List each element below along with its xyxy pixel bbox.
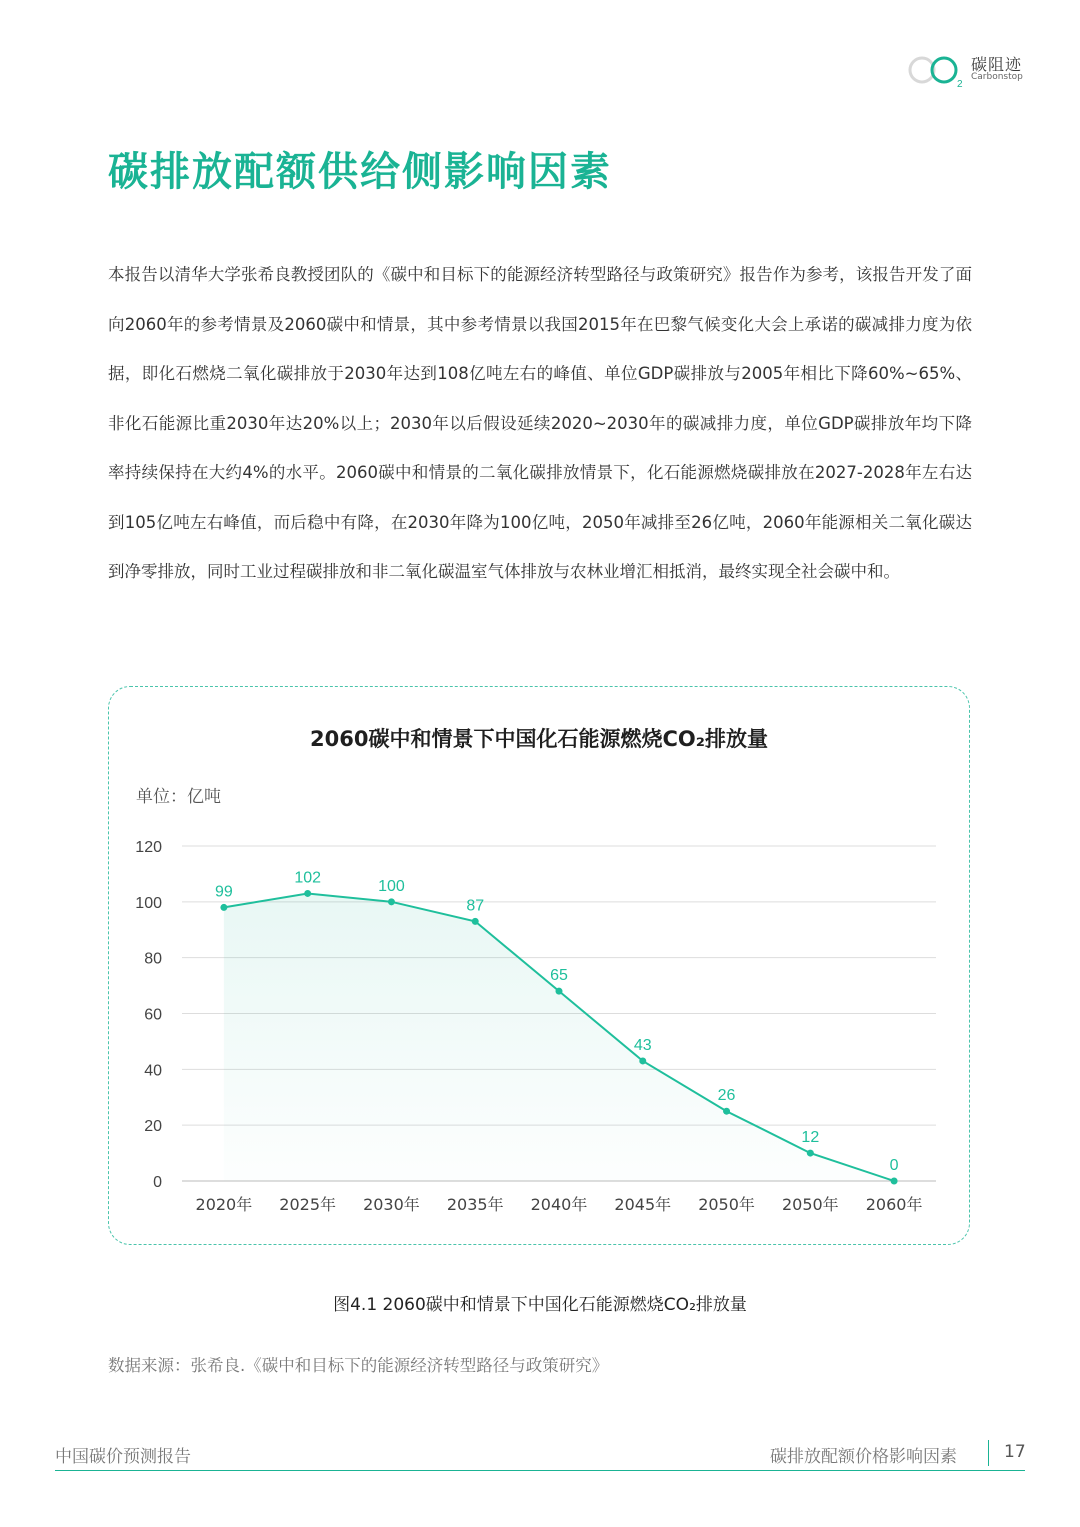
y-tick-label: 80: [144, 950, 162, 968]
y-tick-label: 20: [144, 1118, 162, 1136]
data-point: [639, 1057, 646, 1064]
data-label: 102: [294, 869, 322, 887]
chart-title: 2060碳中和情景下中国化石能源燃烧CO₂排放量: [310, 727, 768, 751]
footer-section-title: 碳排放配额价格影响因素: [770, 1447, 957, 1467]
x-tick-label: 2025年: [279, 1195, 337, 1214]
data-label: 43: [633, 1036, 652, 1054]
logo-chinese-name: 碳阻迹: [971, 55, 1023, 74]
footer-report-title: 中国碳价预测报告: [55, 1447, 191, 1467]
x-tick-label: 2040年: [530, 1195, 588, 1214]
logo-english-name: Carbonstop: [971, 72, 1023, 82]
body-paragraph: 本报告以清华大学张希良教授团队的《碳中和目标下的能源经济转型路径与政策研究》报告作为参考，该报告开发了面向2060年的参考情景及2060碳中和情景，其中参考情景以我国2015年在巴黎气候变化大会上承诺的碳减排力度为依据，即化石燃烧二氧化碳排放于2030年达到108亿吨左右的峰值、单位GDP碳排放与2005年相比下降60%~65%、非化石能源比重2030年达20%以上；2030年以后假设延续2020~2030年的碳减排力度，单位GDP碳排放年均下降率持续保持在大约4%的水平。2060碳中和情景的二氧化碳排放情景下，化石能源燃烧碳排放在2027-2028年左右达到105亿吨左右峰值，而后稳中有降，在2030年降为100亿吨，2050年减排至26亿吨，2060年能源相关二氧化碳达到净零排放，同时工业过程碳排放和非二氧化碳温室气体排放与农林业增汇相抵消，最终实现全社会碳中和。: [108, 265, 972, 581]
data-point: [220, 904, 227, 911]
data-point: [556, 988, 563, 995]
footer-divider: [55, 1470, 1025, 1471]
chart-unit-label: 单位：亿吨: [136, 787, 221, 807]
x-tick-label: 2050年: [698, 1195, 755, 1214]
data-label: 0: [889, 1157, 899, 1174]
figure-caption: 图4.1 2060碳中和情景下中国化石能源燃烧CO₂排放量: [333, 1295, 747, 1315]
y-tick-label: 100: [135, 894, 162, 912]
data-point: [304, 890, 311, 897]
footer-separator: [988, 1440, 989, 1466]
x-tick-label: 2020年: [195, 1195, 253, 1214]
x-tick-label: 2050年: [781, 1195, 839, 1214]
data-label: 87: [466, 897, 485, 915]
series-area: [224, 893, 894, 1181]
data-point: [807, 1150, 814, 1157]
x-tick-label: 2035年: [446, 1195, 504, 1214]
data-point: [723, 1108, 730, 1115]
data-source: 数据来源：张希良.《碳中和目标下的能源经济转型路径与政策研究》: [108, 1356, 609, 1375]
x-tick-label: 2030年: [363, 1195, 420, 1214]
data-label: 12: [801, 1129, 820, 1147]
data-label: 100: [378, 877, 405, 895]
y-tick-label: 0: [153, 1174, 162, 1191]
logo-subscript: 2: [957, 79, 963, 90]
data-label: 65: [550, 967, 568, 985]
y-tick-label: 120: [135, 839, 162, 856]
data-point: [472, 918, 479, 925]
x-tick-label: 2045年: [614, 1195, 672, 1214]
data-point: [388, 898, 395, 905]
data-label: 26: [717, 1087, 736, 1105]
data-point: [891, 1178, 898, 1185]
y-tick-label: 40: [144, 1062, 162, 1080]
page-number: 17: [1004, 1442, 1026, 1462]
data-label: 99: [214, 883, 233, 901]
x-tick-label: 2060年: [865, 1195, 923, 1214]
y-tick-label: 60: [144, 1006, 162, 1024]
page-title: 碳排放配额供给侧影响因素: [108, 149, 612, 195]
